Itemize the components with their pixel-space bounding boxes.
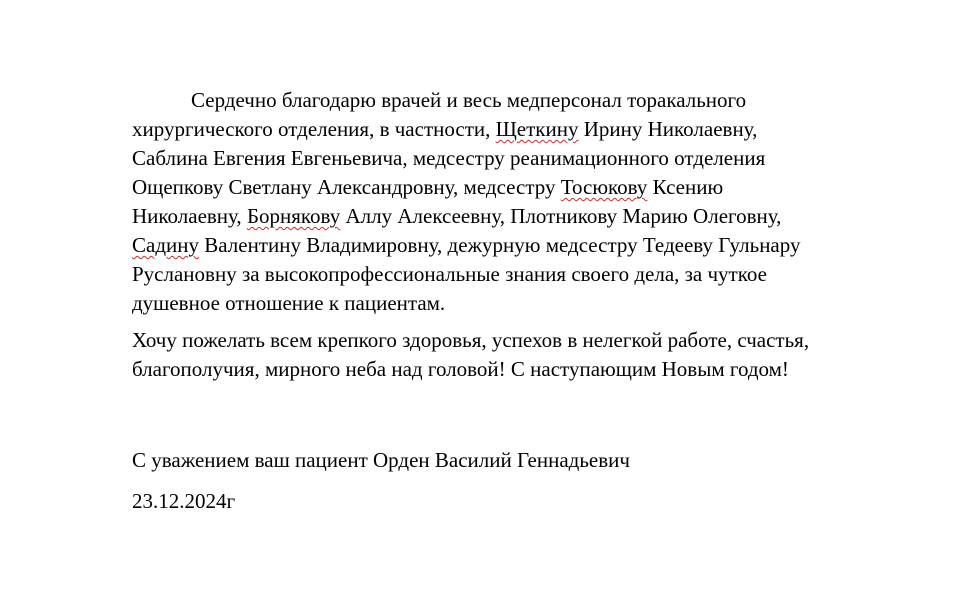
paragraph2-line-2: благополучия, мирного неба над головой! С наступающим Новым годом! <box>132 357 789 381</box>
text-fragment: Аллу Алексеевну, Плотникову Марию Олеговну, <box>340 204 782 228</box>
paragraph1-line-8: душевное отношение к пациентам. <box>132 291 446 315</box>
paragraph1-line-4 <box>132 173 902 202</box>
misspelled-word: Борнякову <box>246 204 341 228</box>
wishes-paragraph <box>132 326 902 384</box>
letter-body <box>132 86 902 384</box>
paragraph1-line-3: Саблина Евгения Евгеньевича, медсестру реанимационного отделения <box>132 146 766 170</box>
paragraph1-line-1: Сердечно благодарю врачей и весь медперсонал торакального <box>191 88 747 112</box>
misspelled-word: Тосюкову <box>560 175 648 199</box>
text-fragment: Николаевну, <box>132 204 247 228</box>
gratitude-paragraph <box>132 86 902 318</box>
signature-line: С уважением ваш пациент Орден Василий Геннадьевич <box>132 448 630 472</box>
paragraph1-line-5 <box>132 202 902 231</box>
misspelled-word: Щеткину <box>495 117 579 141</box>
paragraph1-line-2 <box>132 115 902 144</box>
text-fragment: Ощепкову Светлану Александровну, медсестру <box>132 175 561 199</box>
text-fragment: хирургического отделения, в частности, <box>132 117 496 141</box>
paragraph2-line-1: Хочу пожелать всем крепкого здоровья, успехов в нелегкой работе, счастья, <box>132 328 810 352</box>
paragraph1-line-7: Руслановну за высокопрофессиональные знания своего дела, за чуткое <box>132 262 767 286</box>
letter-date: 23.12.2024г <box>132 489 236 513</box>
text-fragment: Валентину Владимировну, дежурную медсестру Тедееву Гульнару <box>199 233 801 257</box>
text-fragment: Ксению <box>647 175 724 199</box>
text-fragment: Ирину Николаевну, <box>578 117 758 141</box>
paragraph1-line-6 <box>132 231 902 260</box>
misspelled-word: Садину <box>132 233 199 257</box>
